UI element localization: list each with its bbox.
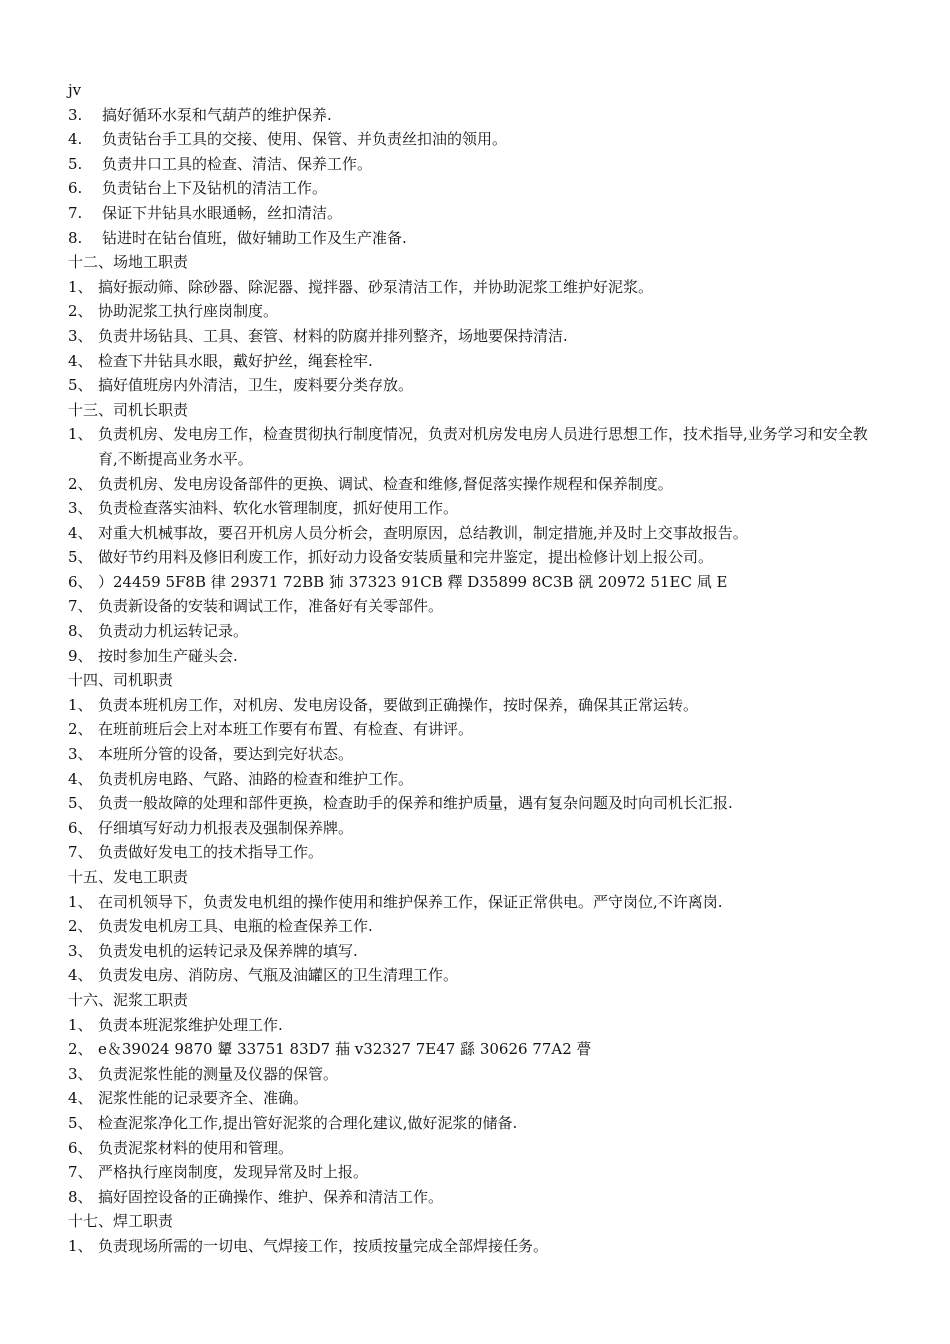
list-item-text: 负责机房、发电房工作，检查贯彻执行制度情况，负责对机房发电房人员进行思想工作，技术指导,业务学习和安全教育,不断提高业务水平。 (98, 425, 868, 468)
list-item-text: 保证下井钻具水眼通畅，丝扣清洁。 (102, 203, 343, 222)
section-heading: 十四、司机职责 (68, 671, 174, 690)
list-item (68, 717, 880, 742)
list-item (68, 127, 880, 152)
list-item-number: 3、 (68, 326, 93, 345)
document-body (68, 78, 880, 1259)
list-item-text: 检查下井钻具水眼，戴好护丝，绳套栓牢. (98, 351, 373, 370)
list-item (68, 201, 880, 226)
list-item (68, 472, 880, 497)
list-item-text: 负责本班机房工作，对机房、发电房设备，要做到正确操作，按时保养，确保其正常运转。 (98, 695, 699, 714)
list-item-text: 负责现场所需的一切电、气焊接工作，按质按量完成全部焊接任务。 (98, 1236, 549, 1255)
list-item-number: 1、 (68, 1236, 93, 1255)
section-heading: 十六、泥浆工职责 (68, 990, 189, 1009)
list-item-text: 负责发电房、消防房、气瓶及油罐区的卫生清理工作。 (98, 966, 459, 985)
list-item-text: 对重大机械事故，要召开机房人员分析会，查明原因，总结教训，制定措施,并及时上交事故报告。 (98, 523, 748, 542)
list-item (68, 963, 880, 988)
list-item (68, 545, 880, 570)
list-item-text: 负责井口工具的检查、清洁、保养工作。 (102, 154, 373, 173)
list-item (68, 1185, 880, 1210)
list-item (68, 742, 880, 767)
list-item (68, 521, 880, 546)
list-item (68, 1160, 880, 1185)
list-item-number: 5. (68, 154, 83, 173)
list-item (68, 840, 880, 865)
list-item-text: 在班前班后会上对本班工作要有布置、有检查、有讲评。 (98, 720, 474, 739)
list-item-text: 负责井场钻具、工具、套管、材料的防腐并排列整齐，场地要保持清洁. (98, 326, 568, 345)
list-item-number: 2、 (68, 917, 93, 936)
list-item-number: 6、 (68, 572, 93, 591)
section-heading: 十七、焊工职责 (68, 1212, 174, 1231)
list-item-number: 5、 (68, 376, 93, 395)
list-item-number: 2、 (68, 302, 93, 321)
list-item-text: 搞好值班房内外清洁，卫生，废料要分类存放。 (98, 376, 414, 395)
list-item (68, 422, 880, 471)
list-item-text: 搞好固控设备的正确操作、维护、保养和清洁工作。 (98, 1187, 444, 1206)
list-item (68, 1136, 880, 1161)
list-item-number: 8. (68, 228, 83, 247)
list-item (68, 1037, 880, 1062)
list-item-number: 4. (68, 130, 83, 149)
list-item-text: 检查泥浆净化工作,提出管好泥浆的合理化建议,做好泥浆的储备. (98, 1113, 518, 1132)
list-item-number: 8、 (68, 622, 93, 641)
list-item-number: 4、 (68, 1089, 93, 1108)
list-item-text: 搞好循环水泵和气葫芦的维护保养. (102, 105, 332, 124)
list-item-text: 仔细填写好动力机报表及强制保养牌。 (98, 818, 354, 837)
list-item-number: 4、 (68, 351, 93, 370)
list-item-number: 3. (68, 105, 83, 124)
list-item-text: 在司机领导下，负责发电机组的操作使用和维护保养工作，保证正常供电。严守岗位,不许离岗. (98, 892, 723, 911)
list-item-text: 钻进时在钻台值班，做好辅助工作及生产准备. (102, 228, 407, 247)
list-item-number: 2、 (68, 1040, 93, 1059)
list-item-text: 负责泥浆材料的使用和管理。 (98, 1138, 294, 1157)
list-item (68, 1062, 880, 1087)
list-item-text: 协助泥浆工执行座岗制度。 (98, 302, 279, 321)
list-item-text: 负责钻台手工具的交接、使用、保管、并负责丝扣油的领用。 (102, 130, 508, 149)
list-item-number: 1、 (68, 277, 93, 296)
top-text: jv (68, 81, 82, 99)
list-item (68, 1111, 880, 1136)
list-item-text: e＆39024 9870 顰 33751 83D7 菗 v32327 7E47 繇 30626 77A2 瞢 (98, 1040, 592, 1059)
list-item-number: 6、 (68, 818, 93, 837)
list-item-number: 4、 (68, 966, 93, 985)
list-item (68, 373, 880, 398)
list-item (68, 176, 880, 201)
list-item (68, 1013, 880, 1038)
list-item-text: 本班所分管的设备，要达到完好状态。 (98, 745, 354, 764)
list-item-text: 做好节约用料及修旧利废工作，抓好动力设备安装质量和完井鉴定，提出检修计划上报公司。 (98, 548, 714, 567)
list-item (68, 939, 880, 964)
list-item-text: 泥浆性能的记录要齐全、准确。 (98, 1089, 309, 1108)
section-heading: 十二、场地工职责 (68, 253, 189, 272)
list-item-text: 负责一般故障的处理和部件更换，检查助手的保养和维护质量，遇有复杂问题及时向司机长汇报. (98, 794, 733, 813)
list-item-number: 1、 (68, 695, 93, 714)
list-item-text: 负责做好发电工的技术指导工作。 (98, 843, 324, 862)
list-item-number: 4、 (68, 769, 93, 788)
list-item-number: 6、 (68, 1138, 93, 1157)
list-item (68, 1234, 880, 1259)
list-item-number: 3、 (68, 499, 93, 518)
list-item-number: 7、 (68, 843, 93, 862)
section-heading: 十五、发电工职责 (68, 868, 189, 886)
list-item-number: 5、 (68, 794, 93, 813)
list-item-text: 严格执行座岗制度，发现异常及时上报。 (98, 1163, 369, 1182)
list-item-text: 负责机房电路、气路、油路的检查和维护工作。 (98, 769, 414, 788)
list-item-number: 7. (68, 203, 83, 222)
list-item (68, 791, 880, 816)
list-item (68, 619, 880, 644)
list-item-text: 负责动力机运转记录。 (98, 622, 249, 641)
list-item-text: 负责检查落实油料、软化水管理制度，抓好使用工作。 (98, 499, 459, 518)
list-item-text: 负责本班泥浆维护处理工作. (98, 1015, 283, 1034)
section-heading: 十三、司机长职责 (68, 400, 189, 419)
list-item-number: 3、 (68, 745, 93, 764)
list-item-text: 负责新设备的安装和调试工作，准备好有关零部件。 (98, 597, 444, 616)
list-item-number: 3、 (68, 1064, 93, 1083)
list-item-text: ）24459 5F8B 律 29371 72BB 犻 37323 91CB 釋 D35899 8C3B 谻 20972 51EC 凬 E (98, 572, 728, 591)
list-item-number: 9、 (68, 646, 93, 665)
list-item-number: 2、 (68, 720, 93, 739)
list-item-text: 负责泥浆性能的测量及仪器的保管。 (98, 1064, 339, 1083)
list-item-number: 1、 (68, 1015, 93, 1034)
list-item-number: 6. (68, 179, 83, 198)
list-item (68, 594, 880, 619)
list-item (68, 816, 880, 841)
list-item (68, 1086, 880, 1111)
list-item-number: 5、 (68, 548, 93, 567)
list-item-text: 搞好振动筛、除砂器、除泥器、搅拌器、砂泵清洁工作，并协助泥浆工维护好泥浆。 (98, 277, 654, 296)
list-item (68, 767, 880, 792)
list-item-number: 7、 (68, 597, 93, 616)
list-item-number: 7、 (68, 1163, 93, 1182)
list-item (68, 324, 880, 349)
list-item (68, 226, 880, 251)
list-item-text: 按时参加生产碰头会. (98, 646, 238, 665)
list-item (68, 496, 880, 521)
list-item-number: 4、 (68, 523, 93, 542)
list-item (68, 890, 880, 915)
list-item (68, 914, 880, 939)
list-item-number: 1、 (68, 425, 93, 444)
list-item (68, 275, 880, 300)
list-item (68, 152, 880, 177)
list-item-text: 负责机房、发电房设备部件的更换、调试、检查和维修,督促落实操作规程和保养制度。 (98, 474, 673, 493)
list-item (68, 349, 880, 374)
list-item (68, 103, 880, 128)
list-item (68, 644, 880, 669)
list-item-text: 负责发电机房工具、电瓶的检查保养工作. (98, 917, 373, 936)
list-item (68, 570, 880, 595)
list-item-number: 8、 (68, 1187, 93, 1206)
list-item (68, 299, 880, 324)
list-item-number: 5、 (68, 1113, 93, 1132)
list-item-text: 负责钻台上下及钻机的清洁工作。 (102, 179, 328, 198)
list-item-number: 2、 (68, 474, 93, 493)
list-item-text: 负责发电机的运转记录及保养牌的填写. (98, 941, 358, 960)
list-item (68, 693, 880, 718)
list-item-number: 1、 (68, 892, 93, 911)
list-item-number: 3、 (68, 941, 93, 960)
